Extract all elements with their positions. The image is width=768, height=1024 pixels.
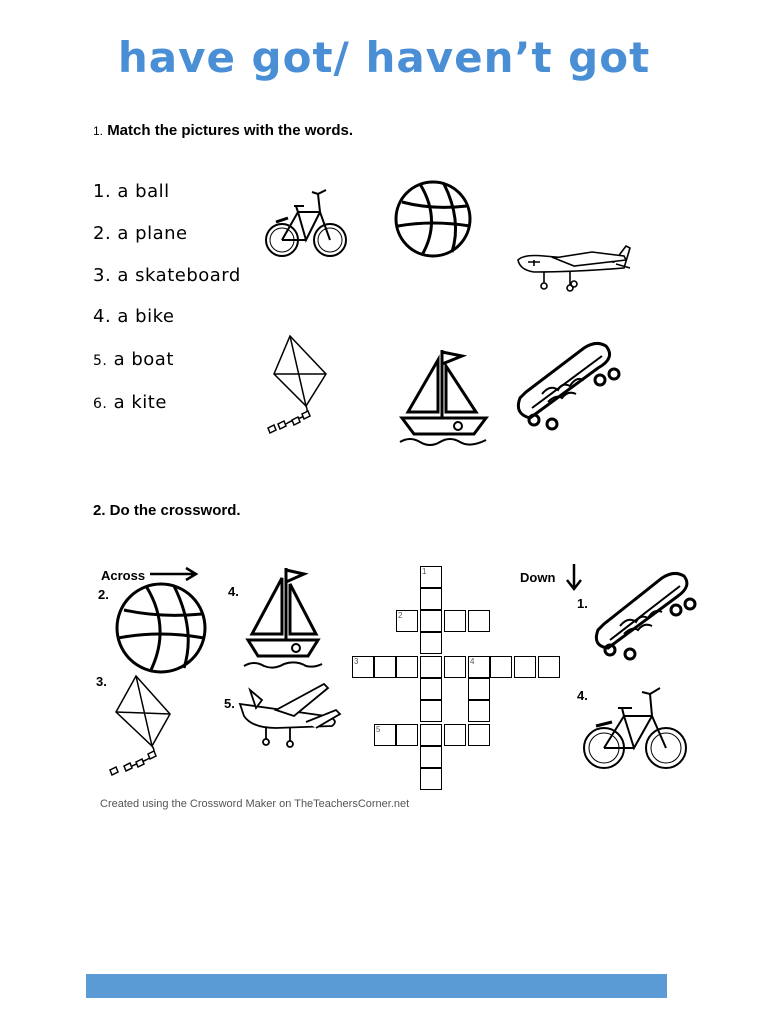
crossword-cell[interactable]: [468, 678, 490, 700]
crossword-cell[interactable]: [420, 588, 442, 610]
across-clue-number: 5.: [224, 696, 235, 711]
crossword-cell[interactable]: [420, 632, 442, 654]
arrow-right-icon: [150, 566, 200, 582]
arrow-down-icon: [564, 564, 584, 592]
crossword-cell[interactable]: [396, 724, 418, 746]
credit-text: Created using the Crossword Maker on TheTeachersCorner.net: [100, 798, 410, 810]
kite-icon: [106, 674, 176, 778]
cell-number: 4: [470, 657, 475, 666]
word-text: a skateboard: [117, 265, 241, 286]
page-title: have got/ haven’t got: [117, 33, 651, 82]
word-number: 3.: [93, 265, 112, 286]
boat-icon: [398, 348, 490, 446]
word-item: [93, 306, 174, 327]
exercise-1-text: Match the pictures with the words.: [107, 122, 354, 139]
crossword-cell[interactable]: [468, 610, 490, 632]
skateboard-icon: [512, 338, 624, 430]
plane-icon: [514, 238, 634, 298]
crossword-cell[interactable]: [468, 724, 490, 746]
crossword-cell[interactable]: [420, 610, 442, 632]
across-label: Across: [101, 568, 146, 583]
exercise-2-instruction: 2. Do the crossword.: [93, 502, 241, 519]
exercise-1-instruction: [93, 122, 353, 139]
bike-icon: [262, 182, 350, 270]
ball-icon: [392, 180, 474, 258]
cell-number: 1: [422, 567, 427, 576]
crossword-cell[interactable]: [444, 610, 466, 632]
crossword-cell[interactable]: [490, 656, 512, 678]
cell-number: 5: [376, 725, 381, 734]
plane-icon: [236, 680, 344, 752]
crossword-cell[interactable]: [420, 746, 442, 768]
boat-icon: [244, 566, 322, 670]
kite-icon: [266, 334, 332, 434]
word-number: 6.: [93, 396, 108, 412]
word-number: 1.: [93, 181, 112, 202]
crossword-cell[interactable]: [444, 724, 466, 746]
crossword-cell[interactable]: [468, 700, 490, 722]
crossword-cell[interactable]: [396, 656, 418, 678]
down-clue-number: 1.: [577, 596, 588, 611]
word-number: 4.: [93, 306, 112, 327]
crossword-cell[interactable]: [444, 656, 466, 678]
crossword-cell[interactable]: [420, 724, 442, 746]
crossword-cell[interactable]: [538, 656, 560, 678]
crossword-cell[interactable]: [514, 656, 536, 678]
crossword-cell[interactable]: [420, 678, 442, 700]
across-clue-number: 3.: [96, 674, 107, 689]
footer-bar: [86, 974, 667, 998]
cell-number: 3: [354, 657, 359, 666]
cell-number: 2: [398, 611, 403, 620]
down-label: Down: [520, 570, 556, 585]
crossword-cell[interactable]: [420, 656, 442, 678]
across-clue-number: 2.: [98, 587, 109, 602]
skateboard-icon: [590, 568, 696, 660]
down-clue-number: 4.: [577, 688, 588, 703]
across-clue-number: 4.: [228, 584, 239, 599]
word-text: a kite: [113, 392, 167, 413]
title-container: [0, 30, 768, 102]
word-item: [93, 349, 174, 370]
crossword-cell[interactable]: [420, 768, 442, 790]
crossword-cell[interactable]: [420, 700, 442, 722]
word-text: a bike: [117, 306, 175, 327]
bike-icon: [580, 682, 690, 778]
word-number: 2.: [93, 223, 112, 244]
word-text: a plane: [117, 223, 188, 244]
word-item: [93, 181, 170, 202]
word-item: [93, 223, 188, 244]
exercise-1-number: 1.: [93, 124, 104, 138]
word-text: a boat: [113, 349, 174, 370]
word-number: 5.: [93, 353, 108, 369]
word-text: a ball: [117, 181, 170, 202]
ball-icon: [114, 582, 208, 674]
word-item: [93, 265, 241, 286]
word-item: [93, 392, 167, 413]
crossword-cell[interactable]: [374, 656, 396, 678]
